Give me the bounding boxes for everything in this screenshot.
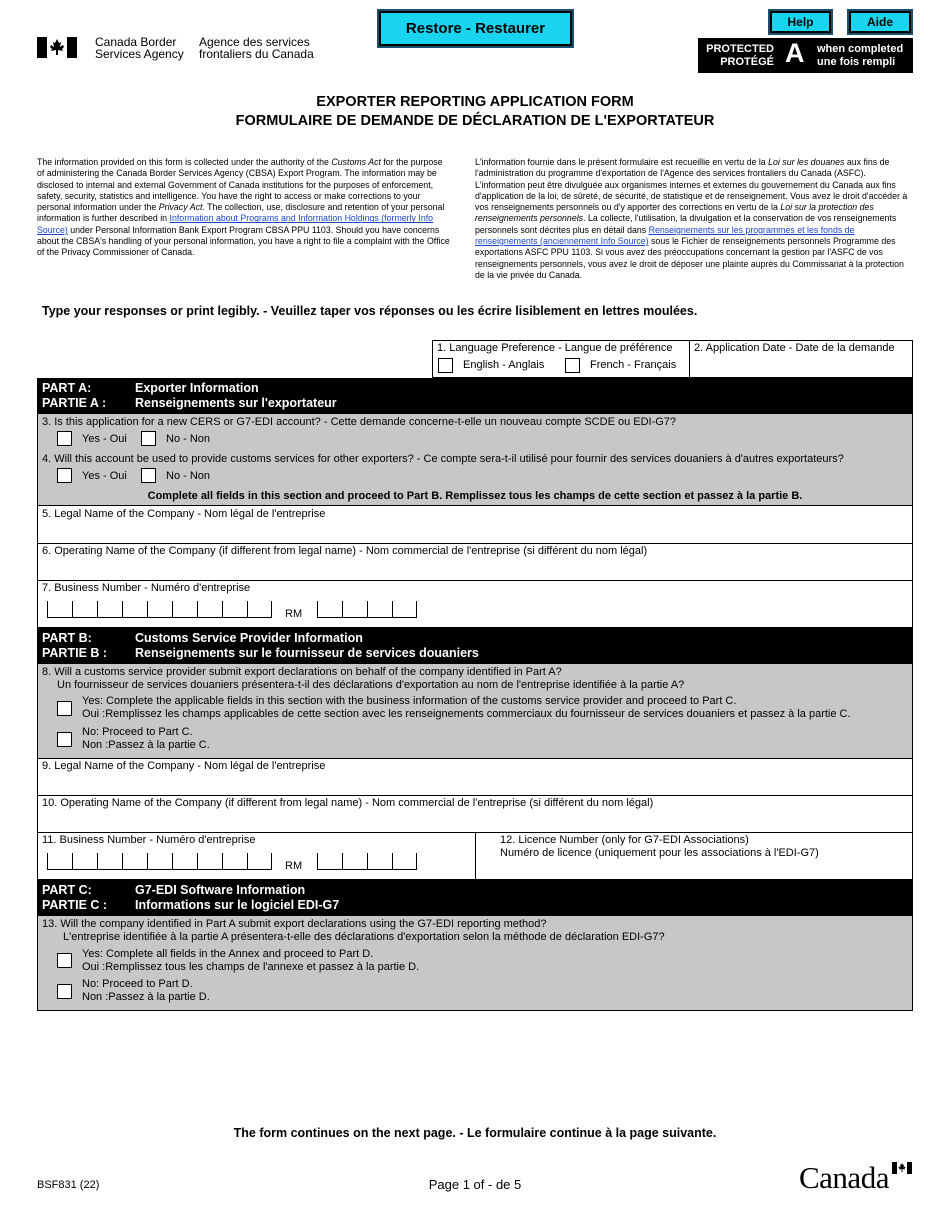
operating-name-field[interactable]: 6. Operating Name of the Company (if different from legal name) - Nom commercial de l'entreprise (si différent du nom légal) — [37, 543, 913, 581]
bn-digit-boxes[interactable] — [47, 601, 272, 618]
help-button[interactable]: Help — [770, 11, 831, 33]
page-number: Page 1 of - de 5 — [428, 1177, 522, 1192]
provider-operating-name-field[interactable]: 10. Operating Name of the Company (if different from legal name) - Nom commercial de l'entreprise (si différent du nom légal) — [37, 795, 913, 833]
q4-no-checkbox[interactable] — [141, 468, 156, 483]
language-preference-field: 1. Language Preference - Langue de préférence English - Anglais French - Français — [432, 340, 690, 378]
question-13: 13. Will the company identified in Part A submit export declarations using the G7-EDI reporting method? L'entreprise identifiée à la partie A présentera-t-elle des déclarations d'exportation selon la méthode de déclaration EDI-G7? Yes: Complete all fields in the Annex and proceed to Part D. Oui :Remplissez tous les champs de l'annexe et passez à la partie D. No: Proceed to Part D. Non :Passez à la partie D. — [37, 916, 913, 1011]
business-number-field: 7. Business Number - Numéro d'entreprise RM — [37, 580, 913, 628]
restore-button[interactable]: Restore - Restaurer — [379, 11, 572, 46]
part-a-header: PART A: PARTIE A : Exporter Information Renseignements sur l'exportateur — [37, 378, 913, 414]
question-8: 8. Will a customs service provider submit export declarations on behalf of the company identified in Part A? Un fournisseur de services douaniers présentera-t-il des déclarations d'exportation au nom de l'entreprise identifiée à la partie A? Yes: Complete the applicable fields in this section with the business information of the customs service provider and proceed to Part C. Oui :Remplissez les champs applicables de cette section avec les renseignements commerciaux du fournisseur de services douaniers et passez à la partie C. No: Proceed to Part C. Non :Passez à la partie C. — [37, 664, 913, 759]
protected-a-banner: PROTECTED PROTÉGÉ A when completed une fois rempli — [698, 38, 913, 73]
instruction-text: Type your responses or print legibly. - Veuillez taper vos réponses ou les écrire lisiblement en lettres moulées. — [42, 304, 698, 318]
aide-button[interactable]: Aide — [849, 11, 911, 33]
form-title-en: EXPORTER REPORTING APPLICATION FORM — [316, 94, 634, 110]
part-a-instruction: Complete all fields in this section and proceed to Part B. Remplissez tous les champs de cette section et passez à la partie B. — [37, 488, 913, 506]
agency-name-en: Canada Border Services Agency — [95, 35, 184, 61]
q3-yes-checkbox[interactable] — [57, 431, 72, 446]
q8-no-checkbox[interactable] — [57, 732, 72, 747]
provider-bn-licence-row: 11. Business Number - Numéro d'entreprise RM 12. Licence Number (only for G7-EDI Associations) Numéro de licence (uniquement pour les associations à l'EDI-G7) — [37, 832, 913, 880]
licence-number-field[interactable]: 12. Licence Number (only for G7-EDI Associations) Numéro de licence (uniquement pour les associations à l'EDI-G7) — [475, 832, 913, 879]
rm-digit-boxes[interactable] — [317, 601, 417, 618]
info-source-link-en[interactable]: Information about Programs and Information Holdings (formerly Info Source) — [37, 213, 434, 235]
form-number: BSF831 (22) — [37, 1179, 100, 1191]
question-3: 3. Is this application for a new CERS or G7-EDI account? - Cette demande concerne-t-elle un nouveau compte SCDE ou EDI-G7? Yes - Oui No - Non — [37, 414, 913, 452]
q4-yes-checkbox[interactable] — [57, 468, 72, 483]
provider-bn-digit-boxes[interactable] — [47, 853, 272, 870]
continues-note: The form continues on the next page. - Le formulaire continue à la page suivante. — [233, 1126, 717, 1140]
provider-legal-name-field[interactable]: 9. Legal Name of the Company - Nom légal de l'entreprise — [37, 758, 913, 796]
canada-wordmark: Canada — [799, 1160, 914, 1195]
privacy-notice-en: The information provided on this form is collected under the authority of the Customs Act for the purpose of administering the Canada Border Services Agency (CBSA) Export Program. The information may be disclosed to internal and external Government of Canada institutions for the purposes of enforcement, safety, security, statistics and intelligence. You have the right to access or make corrections to your personal information under the Privacy Act. The collection, use, disclosure and retention of your personal information is further described in Information about Programs and Information Holdings (formerly Info Source) under Personal Information Bank Export Program CBSA PPU 1103. Should you have concerns about the CBSA's handling of your personal information, you have a right to file a complaint with the Office of the Privacy Commissioner of Canada. — [37, 157, 450, 258]
form-title-fr: FORMULAIRE DE DEMANDE DE DÉCLARATION DE L'EXPORTATEUR — [235, 113, 715, 129]
legal-name-field[interactable]: 5. Legal Name of the Company - Nom légal de l'entreprise — [37, 506, 913, 544]
q13-yes-checkbox[interactable] — [57, 953, 72, 968]
part-b-header: PART B: PARTIE B : Customs Service Provider Information Renseignements sur le fournisseur de services douaniers — [37, 628, 913, 664]
q3-no-checkbox[interactable] — [141, 431, 156, 446]
provider-rm-digit-boxes[interactable] — [317, 853, 417, 870]
application-date-field[interactable]: 2. Application Date - Date de la demande — [689, 340, 913, 378]
canada-flag-icon — [37, 37, 77, 58]
french-checkbox[interactable] — [565, 358, 580, 373]
q8-yes-checkbox[interactable] — [57, 701, 72, 716]
info-source-link-fr[interactable]: Renseignements sur les programmes et les fonds de renseignements (anciennement Info Source) — [475, 224, 855, 247]
part-c-header: PART C: PARTIE C : G7-EDI Software Information Informations sur le logiciel EDI-G7 — [37, 880, 913, 916]
agency-name-fr: Agence des services frontaliers du Canada — [199, 35, 314, 61]
question-4: 4. Will this account be used to provide customs services for other exporters? - Ce compte sera-t-il utilisé pour fournir des services douaniers à d'autres exportateurs? Yes - Oui No - Non — [37, 451, 913, 489]
privacy-notice-fr: L'information fournie dans le présent formulaire est recueillie en vertu de la Loi sur les douanes aux fins de l'administration du programme d'exportation de l'Agence des services frontaliers du Canada (ASFC). L'information peut être divulguée aux organismes internes et externes du gouvernement du Canada aux fins d'application de la loi, de sûreté, de sécurité, de statistique et de renseignement. Vous avez le droit d'accéder à vos renseignements personnels ou d'y apporter des corrections en vertu de la Loi sur la protection des renseignements personnels. La collecte, l'utilisation, la divulgation et la conservation de vos renseignements personnels sont décrites plus en détail dans Renseignements sur les programmes et les fonds de renseignements (anciennement Info Source) sous le Fichier de renseignements personnels Programme des exportations ASFC PPU 1103. Si vous avez des préoccupations concernant la gestion par l'ASFC de vos renseignements personnels, vous avez le droit de déposer une plainte auprès du Commissariat à la protection de la vie privée du Canada. — [475, 157, 908, 280]
q13-no-checkbox[interactable] — [57, 984, 72, 999]
wordmark-flag-icon — [892, 1162, 912, 1174]
english-checkbox[interactable] — [438, 358, 453, 373]
